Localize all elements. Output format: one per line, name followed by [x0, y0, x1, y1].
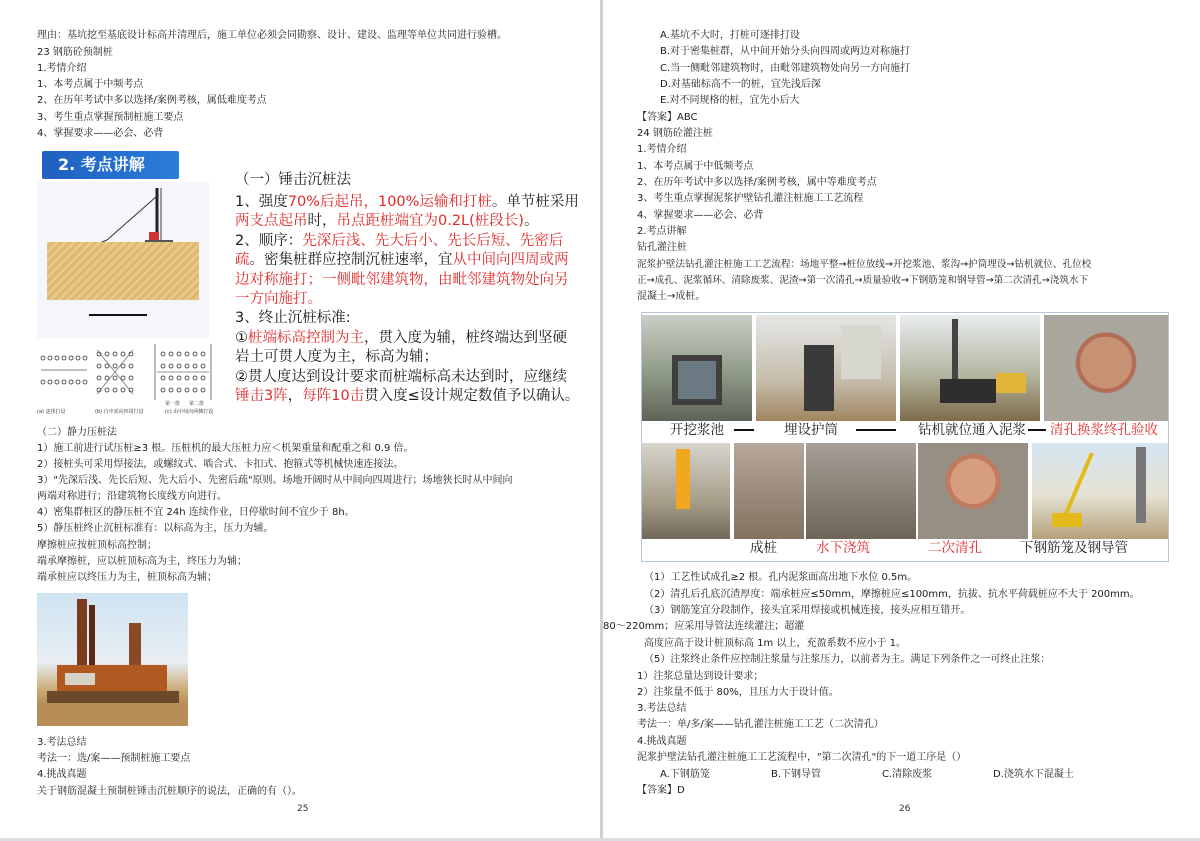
crane-icon: [1032, 443, 1168, 539]
section-heading: 24 钢筋砼灌注桩: [637, 128, 713, 139]
diagram-caption-c: (c) 由中间向两侧打设: [165, 409, 214, 415]
photo-casing: [756, 315, 896, 421]
pile-driver-icon: [37, 593, 188, 726]
text-line: 钻孔灌注桩: [637, 242, 687, 253]
caption-step-4: 清孔换浆终孔验收: [1050, 422, 1158, 438]
text-line: 4、掌握要求——必会、必背: [37, 128, 164, 139]
diagram-caption-a: (a) 逐排打设: [37, 409, 66, 415]
slide-highlight-text: 吊点距桩端宜为0.2L(桩段长): [336, 213, 524, 230]
casing-icon: [756, 315, 896, 421]
slide-highlight-text: 一方向施打。: [235, 291, 322, 307]
option-line: A.基坑不大时，打桩可逐排打设: [660, 30, 800, 41]
text-line: 2）注浆量不低于 80%，且压力大于设计值。: [637, 687, 839, 698]
slide-text: ，: [287, 388, 303, 404]
text-line: 端承摩擦桩，应以桩顶标高为主，终压力为辅；: [37, 556, 247, 567]
caption-step-1: 开挖浆池: [670, 422, 724, 438]
slide-line: [235, 211, 538, 231]
question-text: 关于钢筋混凝土预制桩锤击沉桩顺序的说法，正确的有（）。: [37, 786, 302, 797]
slide-text: 。密集桩群应控制沉桩速率，宜: [249, 252, 453, 269]
photo-drill-rig: [900, 315, 1040, 421]
ground-line: [89, 314, 147, 316]
text-line: 2）接桩头可采用焊接法，或螺纹式、啮合式、卡扣式、抱箍式等机械快速连接法。: [37, 459, 404, 470]
answer-line: 【答案】ABC: [637, 112, 698, 123]
slide-line: [235, 231, 563, 251]
slide-text: ②贯人度达到设计要求而桩端标高未达到时，应继续: [235, 368, 567, 385]
slide-line: [235, 250, 569, 270]
page-number: 25: [297, 804, 309, 814]
text-line: 80～220mm；应采用导管法连续灌注；超灌: [603, 621, 805, 632]
text-line: 高度应高于设计桩顶标高 1m 以上，充盈系数不应小于 1。: [644, 638, 907, 649]
slide-banner: 2. 考点讲解: [42, 151, 179, 179]
option-line: B.对于密集桩群，从中间开始分头向四周或两边对称施打: [660, 46, 911, 57]
option-a: A.下钢筋笼: [660, 769, 710, 780]
diagram-row-label: 第一排: [165, 401, 181, 407]
slurry-pit-icon: [642, 315, 752, 421]
option-line: E.对不同规格的桩，宜先小后大: [660, 95, 800, 106]
section-heading: 3.考法总结: [637, 703, 687, 714]
slide-heading: （一）锤击沉桩法: [235, 172, 351, 188]
section-heading: 3.考法总结: [37, 737, 87, 748]
slide-text: ，贯入度为辅，桩终端达到坚硬: [364, 329, 567, 346]
slide-highlight-text: 每阵10击: [302, 388, 365, 404]
photo-rebar-cage: [1032, 443, 1168, 539]
section-heading: 4.挑战真题: [37, 769, 87, 780]
text-line: 2、在历年考试中多以选择/案例考核，属中等难度考点: [637, 177, 877, 188]
pile-sequence-icon: [37, 344, 227, 406]
option-c: C.清除废浆: [882, 769, 933, 780]
pile-driver-photo: [37, 593, 188, 726]
caption-step-6: 二次清孔: [928, 540, 982, 556]
photo-slurry-pit: [642, 315, 752, 421]
option-d: D.浇筑水下混凝土: [993, 769, 1074, 780]
text-line: 2.考点讲解: [637, 226, 687, 237]
text-line: 正→成孔、泥浆循环、清除废浆、泥渣→第一次清孔→质量验收→下钢筋笼和钢导管→第二次清孔→浇筑水下: [637, 275, 1089, 286]
caption-step-5: 下钢筋笼及钢导管: [1020, 540, 1128, 556]
slide-text: 2、顺序：: [235, 232, 303, 249]
text-line: 1）注浆总量达到设计要求；: [637, 671, 764, 682]
slide-line: [235, 289, 322, 309]
text-line: 考法一：单/多/案——钻孔灌注桩施工工艺（二次清孔）: [637, 719, 884, 730]
photo-underwater-pour: [806, 443, 916, 539]
slide-text: 。单节桩采用: [491, 194, 579, 210]
arrow-right-icon: [856, 429, 896, 431]
text-line: （1）工艺性试成孔≥2 根。孔内泥浆面高出地下水位 0.5m。: [644, 572, 918, 583]
caption-step-7: 水下浇筑: [816, 540, 870, 556]
document-page-left: [0, 0, 600, 838]
slide-text: 时，: [307, 213, 337, 230]
text-line: 3、考生重点掌握泥浆护壁钻孔灌注桩施工工艺流程: [637, 193, 864, 204]
slide-text: ①: [235, 329, 248, 346]
diagram-caption-b: (b) 自中部向四周打设: [95, 409, 144, 415]
slide-line: [235, 308, 351, 328]
text-line: 理由：基坑挖至基底设计标高并清理后，施工单位必须会同勘察、设计、建设、监理等单位共同进行验槽。: [37, 30, 507, 41]
option-line: C.当一侧毗邻建筑物时，由毗邻建筑物处向另一方向施打: [660, 63, 911, 74]
slide-highlight-text: 边对称施打；一侧毗邻建筑物，由毗邻建筑物处向另: [235, 271, 569, 288]
text-line: 1、本考点属于中低频考点: [637, 161, 754, 172]
text-line: 1.考情介绍: [637, 144, 687, 155]
document-page-right: [603, 0, 1200, 838]
drill-rig-icon: [900, 315, 1040, 421]
text-line: 4）密集群桩区的静压桩不宜 24h 连续作业，日停歇时间不宜少于 8h。: [37, 507, 355, 518]
text-line: 4、掌握要求——必会、必背: [637, 210, 764, 221]
slide-line: [235, 328, 567, 348]
text-line: 2、在历年考试中多以选择/案例考核，属低难度考点: [37, 95, 267, 106]
text-line: 考法一：选/案——预制桩施工要点: [37, 753, 191, 764]
page-number: 26: [899, 804, 911, 814]
process-photo-collage: [641, 312, 1169, 562]
text-line: 1、本考点属于中频考点: [37, 79, 144, 90]
slide-text: 岩土可贯人度为主，标高为辅；: [235, 349, 438, 366]
option-b: B.下钢导管: [771, 769, 822, 780]
slide-highlight-text: 从中间向四周或两: [452, 252, 569, 269]
slide-line: [235, 386, 579, 406]
slide-highlight-text: 70%后起吊，100%运输和打桩: [287, 194, 492, 210]
text-line: （5）注浆终止条件应控制注浆量与注浆压力，以前者为主。满足下列条件之一可终止注浆：: [644, 654, 1051, 665]
slide-line: [235, 270, 569, 290]
text-line: 3、考生重点掌握预制桩施工要点: [37, 112, 184, 123]
slide-highlight-text: 锤击3阵: [235, 388, 288, 404]
soil-layer: [47, 242, 199, 300]
slide-highlight-text: 桩端标高控制为主: [248, 329, 364, 346]
section-heading: 4.挑战真题: [637, 736, 687, 747]
slide-highlight-text: 先深后浅、先大后小、先长后短、先密后: [302, 232, 564, 249]
text-line: （2）清孔后孔底沉渣厚度：端承桩应≤50mm，摩擦桩应≤100mm，抗拔、抗水平荷载桩应不大于 200mm。: [644, 589, 1140, 600]
slide-text: 3、终止沉桩标准:: [235, 310, 351, 327]
photo-second-cleaning: [918, 443, 1028, 539]
slide-text: 。: [523, 213, 539, 230]
text-line: 摩擦桩应按桩顶标高控制；: [37, 540, 157, 551]
text-line: （3）钢筋笼宜分段制作，接头宜采用焊接或机械连接，接头应相互错开。: [644, 605, 971, 616]
section-heading: 23 钢筋砼预制桩: [37, 47, 113, 58]
pile-sequence-diagram: [37, 344, 227, 420]
question-text: 泥浆护壁法钻孔灌注桩施工工艺流程中，"第二次清孔"的下一道工序是（）: [637, 752, 967, 763]
slide-line: [235, 367, 567, 387]
text-line: 1.考情介绍: [37, 63, 87, 74]
lecture-slide-image: [37, 146, 580, 422]
section-heading: （二）静力压桩法: [37, 427, 117, 438]
slide-text: 贯入度≤设计规定数值予以确认。: [364, 388, 580, 404]
text-line: 泥浆护壁法钻孔灌注桩施工工艺流程：场地平整→桩位放线→开挖浆池、浆沟→护筒埋设→钻机就位、孔位校: [637, 259, 1092, 270]
caption-step-3: 钻机就位通入泥浆: [918, 422, 1026, 438]
slide-line: [235, 192, 579, 212]
finished-pile-icon: [642, 443, 730, 539]
slide-line: [235, 347, 438, 367]
option-line: D.对基础标高不一的桩，宜先浅后深: [660, 79, 821, 90]
caption-step-2: 埋设护筒: [784, 422, 838, 438]
photo-finished-pile: [642, 443, 730, 539]
text-line: 两端对称进行；沿建筑物长度线方向进行。: [37, 491, 227, 502]
photo-pile-head: [734, 443, 804, 539]
arrow-right-icon: [734, 429, 754, 431]
text-line: 端承桩应以终压力为主，桩顶标高为辅；: [37, 572, 217, 583]
diagram-row-label: 第二排: [189, 401, 205, 407]
text-line: 1）施工前进行试压桩≥3 根。压桩机的最大压桩力应＜机架重量和配重之和 0.9 倍。: [37, 443, 414, 454]
answer-line: 【答案】D: [637, 785, 685, 796]
text-line: 3）"先深后浅、先长后短、先大后小、先密后疏"原则。场地开阔时从中间向四周进行；场地狭长时从中间向: [37, 475, 513, 486]
slide-text: 1、强度: [235, 194, 288, 210]
arrow-right-icon: [1028, 429, 1046, 431]
slide-highlight-text: 两支点起吊: [235, 213, 308, 230]
text-line: 混凝土→成桩。: [637, 291, 706, 302]
text-line: 5）静压桩终止沉桩标准有：以标高为主，压力为辅。: [37, 523, 274, 534]
caption-step-8: 成桩: [750, 540, 777, 556]
slide-highlight-text: 疏: [235, 252, 250, 269]
photo-hole-cleaning: [1044, 315, 1168, 421]
